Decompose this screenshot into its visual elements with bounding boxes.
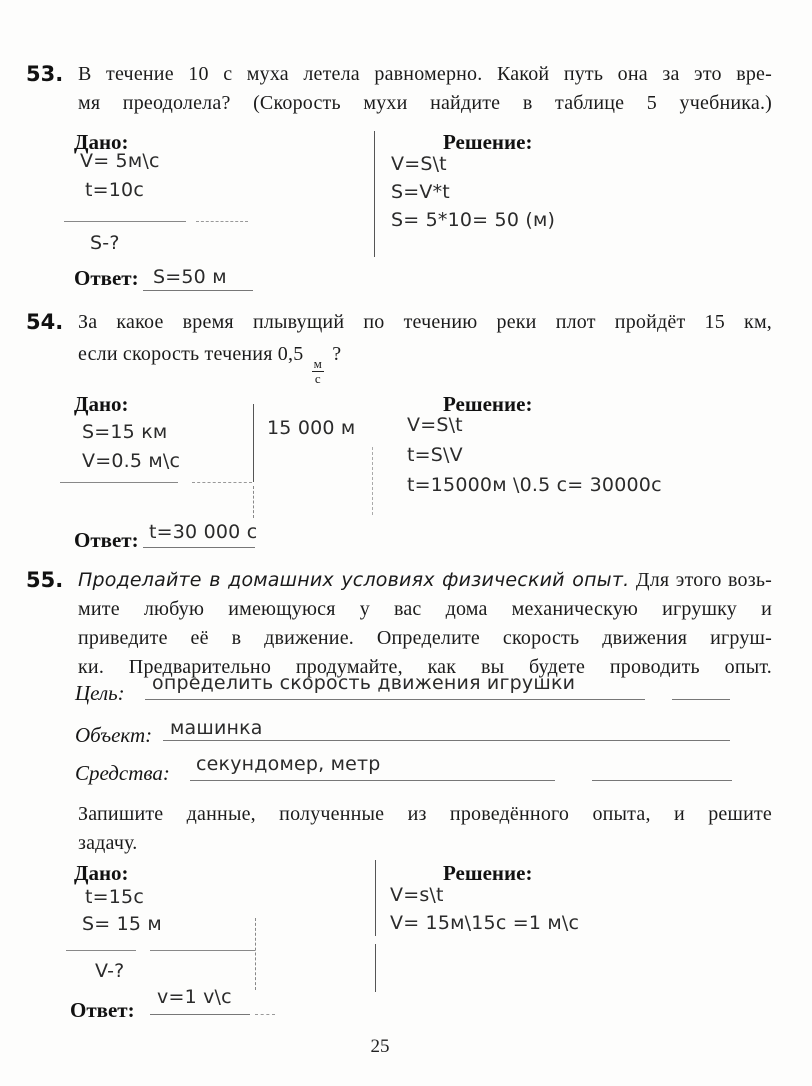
solution-label: Решение: <box>443 861 533 885</box>
given-value: S=15 км <box>82 421 168 443</box>
conversion-divider <box>253 404 254 482</box>
given-label: Дано: <box>74 861 129 885</box>
conclusion-line <box>60 482 178 483</box>
instruction-line1: Запишите данные, полученные из проведённого опыта, и решите <box>78 803 772 825</box>
conversion-note: 15 000 м <box>267 417 356 439</box>
problem-55-statement-line4: ки. Предварительно продумайте, как вы будете проводить опыт. <box>78 656 772 678</box>
field-underline <box>163 740 730 741</box>
given-side-divider <box>255 918 256 990</box>
goal-field-value: определить скорость движения игрушки <box>152 672 576 694</box>
given-label: Дано: <box>74 130 129 154</box>
answer-value: t=30 000 с <box>149 521 258 543</box>
solution-label: Решение: <box>443 392 533 416</box>
statement-text: если скорость течения 0,5 <box>78 343 304 365</box>
column-divider-faint <box>372 447 373 515</box>
sought-value: S-? <box>90 232 120 254</box>
solution-line: S=V*t <box>391 181 450 203</box>
field-underline <box>190 780 555 781</box>
problem-53-statement-line1: В течение 10 с муха летела равномерно. Какой путь она за это вре- <box>78 63 772 85</box>
problem-55-statement-line1 <box>78 567 772 593</box>
column-divider <box>374 131 375 257</box>
answer-value: S=50 м <box>153 266 227 288</box>
problem-55-number: 55. <box>26 568 64 592</box>
problem-53-statement-line2: мя преодолела? (Скорость мухи найдите в таблице 5 учебника.) <box>78 92 772 114</box>
given-label: Дано: <box>74 392 129 416</box>
answer-label: Ответ: <box>74 266 139 290</box>
page-number: 25 <box>370 1036 390 1057</box>
solution-line: t=S\V <box>407 444 463 466</box>
conversion-divider-dashed <box>253 486 254 518</box>
problem-55-statement-line3: приведите её в движение. Определите скорость движения игруш- <box>78 627 772 649</box>
problem-54-statement-line2 <box>78 341 772 387</box>
instruction-line2: задачу. <box>78 832 138 854</box>
answer-underline <box>143 290 253 291</box>
column-divider <box>375 860 376 936</box>
fraction-numerator: м <box>313 356 323 371</box>
means-field-label: Средства: <box>75 761 170 785</box>
solution-line: V=s\t <box>390 884 444 906</box>
object-field-label: Объект: <box>75 723 153 747</box>
statement-italic-intro: Проделайте в домашних условиях физический опыт. <box>78 569 630 591</box>
column-divider <box>375 944 376 992</box>
problem-53-number: 53. <box>26 62 64 86</box>
solution-line: t=15000м \0.5 с= 30000с <box>407 474 662 496</box>
solution-line: V=S\t <box>391 153 447 175</box>
fraction-m-over-s <box>312 357 324 387</box>
field-underline <box>145 699 645 700</box>
given-value: t=15с <box>85 886 144 908</box>
conclusion-line <box>64 221 186 222</box>
conclusion-line-dashed <box>192 482 252 483</box>
given-value: V=0.5 м\с <box>82 450 181 472</box>
problem-54-number: 54. <box>26 310 64 334</box>
answer-underline-dash <box>237 547 255 548</box>
answer-label: Ответ: <box>70 998 135 1022</box>
answer-underline-dash <box>255 1014 275 1015</box>
solution-line: S= 5*10= 50 (м) <box>391 209 556 231</box>
statement-text: ? <box>332 343 342 365</box>
answer-underline <box>150 1014 250 1015</box>
solution-label: Решение: <box>443 130 533 154</box>
problem-55-statement-line2: мите любую имеющуюся у вас дома механическую игрушку и <box>78 598 772 620</box>
conclusion-line <box>150 950 255 951</box>
field-underline <box>592 780 732 781</box>
conclusion-line <box>66 950 136 951</box>
given-value: V= 5м\с <box>80 150 160 172</box>
object-field-value: машинка <box>170 717 263 739</box>
answer-value: v=1 v\с <box>157 986 232 1008</box>
given-value: S= 15 м <box>82 913 162 935</box>
fraction-denominator: с <box>314 371 321 387</box>
problem-54-statement-line1: За какое время плывущий по течению реки плот пройдёт 15 км, <box>78 311 772 333</box>
solution-line: V= 15м\15с =1 м\с <box>390 912 580 934</box>
conclusion-line-dashed <box>196 221 248 222</box>
statement-text: Для этого возь- <box>635 569 773 591</box>
means-field-value: секундомер, метр <box>196 753 381 775</box>
field-underline <box>672 699 730 700</box>
sought-value: V-? <box>95 960 125 982</box>
answer-label: Ответ: <box>74 528 139 552</box>
answer-underline <box>143 547 238 548</box>
solution-line: V=S\t <box>407 414 463 436</box>
given-value: t=10с <box>85 179 144 201</box>
goal-field-label: Цель: <box>75 681 125 705</box>
